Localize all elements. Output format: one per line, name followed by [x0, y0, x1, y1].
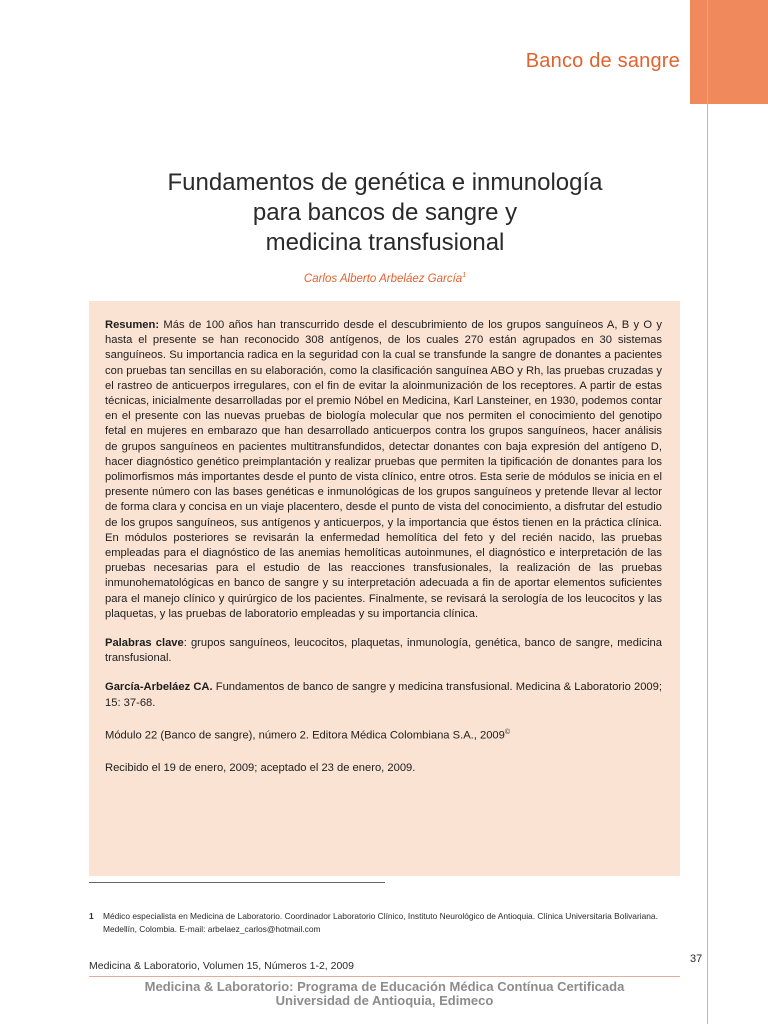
footer-rule — [89, 976, 680, 977]
copyright-mark: © — [504, 728, 511, 736]
abstract-text: Más de 100 años han transcurrido desde el descubrimiento de los grupos sanguíneos A, B y O y hasta el presente se han reconocido 308 antígenos, de los cuales 270 están agrupados en 30 sistemas sanguíneos. Su importancia radica en la seguridad con la cual se transfunde la sangre de donantes a pacientes con pruebas tan sencillas en su elaboración, como la clasificación sanguínea ABO y Rh, las pruebas cruzadas y el rastreo de anticuerpos irregulares, con el fin de evitar la aloinmunización de los receptores. A partir de estas técnicas, inicialmente desarrolladas por el premio Nóbel en Medicina, Karl Lansteiner, en 1930, podemos contar en el presente con las nuevas pruebas de biología molecular que nos permiten el conocimiento del genotipo fetal en mujeres en embarazo que han desarrollado anticuerpos contra los grupos sanguíneos, hacer análisis de grupos sanguíneos en pacientes multitransfundidos, detectar donantes con baja expresión del antígeno D, hacer diagnóstico genético preimplantación y realizar pruebas que permiten la tipificación de donantes para los polimorfismos más importantes desde el punto de vista clínico, entre otros. Esta serie de módulos se inicia en el presente número con las bases genéticas e inmunológicas de los grupos sanguíneos y pretende llevar al lector de forma clara y concisa en un viaje placentero, desde el punto de vista del conocimiento, a disfrutar del estudio de los grupos sanguíneos, sus antígenos y anticuerpos, y la importancia que éstos tienen en la práctica clínica. En módulos posteriores se revisarán la enfermedad hemolítica del feto y del recién nacido, las pruebas empleadas para el diagnóstico de las anemias hemolíticas autoinmunes, el diagnóstico e interpretación de las pruebas necesarias para el estudio de las reacciones transfusionales, la realización de las pruebas inmunohematológicas en banco de sangre y su interpretación adecuada a fin de aportar elementos suficientes para el manejo clínico y quirúrgico de los pacientes. Finalmente, se revisará la serología de los leucocitos y las plaquetas, y las pruebas de laboratorio empleadas y su importancia clínica. — [105, 319, 662, 620]
abstract-content — [105, 318, 662, 790]
program-line: Medicina & Laboratorio: Programa de Educación Médica Contínua Certificada — [144, 979, 625, 994]
author-line — [80, 272, 690, 285]
citation-label: García-Arbeláez CA. — [105, 681, 213, 694]
journal-citation: Medicina & Laboratorio, Volumen 15, Números 1-2, 2009 — [89, 960, 354, 972]
abstract-label: Resumen: — [105, 319, 160, 331]
article-title — [80, 168, 690, 258]
margin-rule — [707, 0, 708, 1024]
keywords-text: : grupos sanguíneos, leucocitos, plaquetas, inmunología, genética, banco de sangre, medicina transfusional. — [105, 637, 662, 665]
title-line: medicina transfusional — [265, 229, 505, 256]
program-line: Universidad de Antioquia, Edimeco — [275, 993, 494, 1008]
program-footer — [89, 980, 680, 1008]
abstract-paragraph — [105, 318, 662, 622]
module-text: Módulo 22 (Banco de sangre), número 2. Editora Médica Colombiana S.A., 2009 — [105, 729, 505, 742]
footnote-text: Médico especialista en Medicina de Laboratorio. Coordinador Laboratorio Clínico, Instituto Neurológico de Antioquia. Clínica Universitaria Bolivariana. Medellín, Colombia. E-mail: arbelaez_carlos@hotmail.com — [103, 911, 658, 934]
footnote — [89, 910, 680, 936]
received-paragraph: Recibido el 19 de enero, 2009; aceptado el 23 de enero, 2009. — [105, 761, 416, 774]
corner-accent-block — [690, 0, 768, 104]
footnote-mark: 1 — [89, 911, 94, 921]
page-number: 37 — [690, 953, 703, 965]
abstract-box — [89, 301, 680, 876]
title-line: para bancos de sangre y — [252, 199, 518, 226]
keywords-label: Palabras clave — [105, 637, 184, 650]
author-name: Carlos Alberto Arbeláez García — [303, 272, 463, 285]
citation-paragraph — [105, 680, 662, 710]
citation-text: Fundamentos de banco de sangre y medicina transfusional. Medicina & Laboratorio 2009; 15: 37-68. — [105, 681, 662, 709]
keywords-paragraph — [105, 636, 662, 666]
footnote-rule — [89, 882, 385, 883]
title-line: Fundamentos de genética e inmunología — [167, 169, 603, 196]
author-footnote-mark: 1 — [462, 272, 467, 279]
module-paragraph — [105, 725, 662, 744]
section-label: Banco de sangre — [525, 50, 680, 72]
